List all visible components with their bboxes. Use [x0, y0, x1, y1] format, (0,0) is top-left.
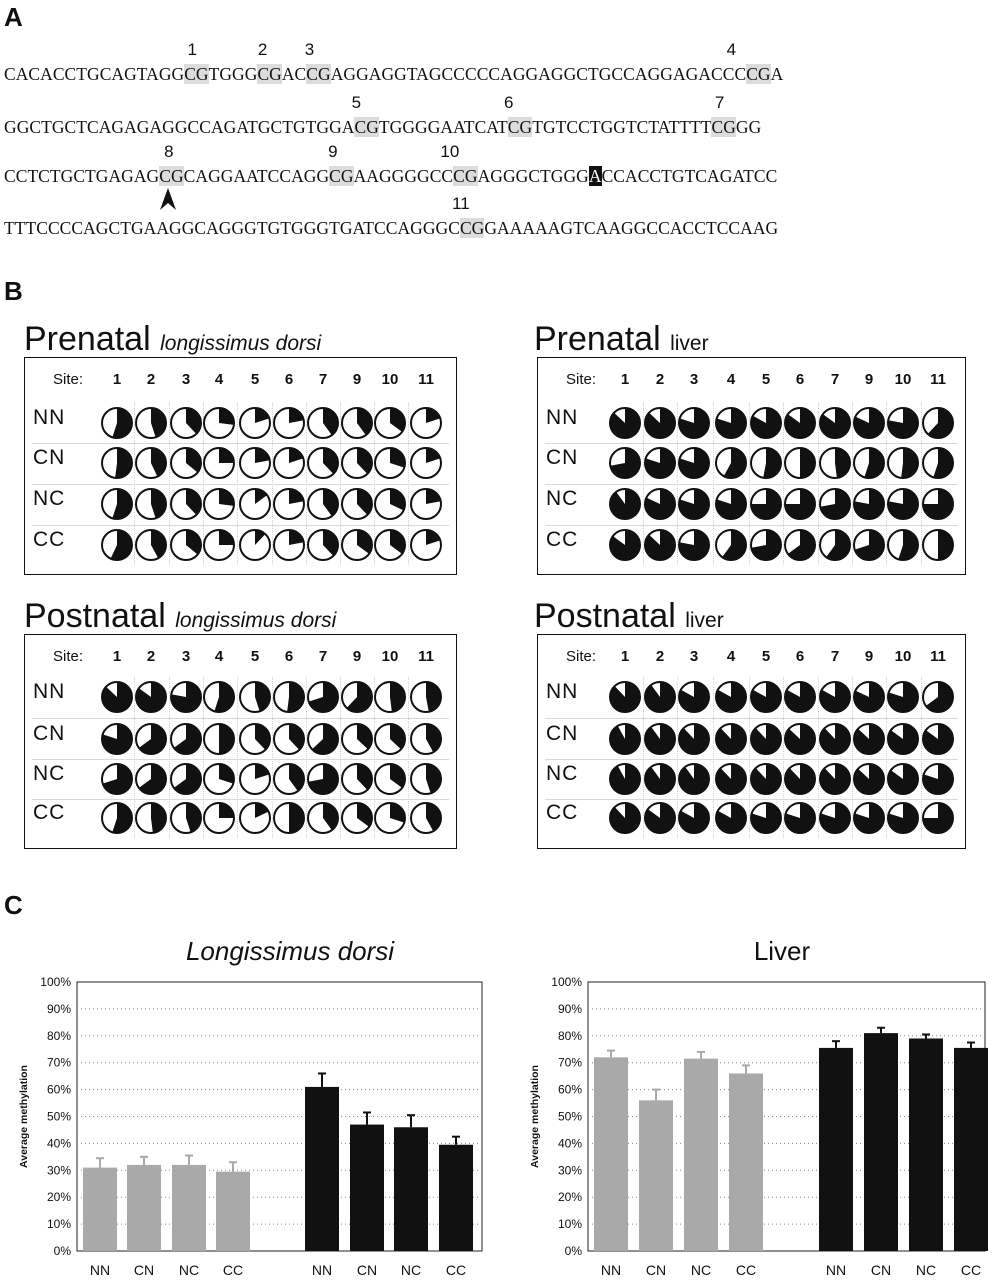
sequence-text: GGCTGCTCAGAGAGGCCAGATGCTGTGGA: [4, 117, 355, 137]
genotype-row-label: CN: [33, 446, 66, 469]
site-column-header: 5: [761, 371, 771, 388]
methylation-pie: [751, 724, 781, 754]
cpg-site-number: 10: [440, 142, 460, 161]
methylation-pie: [716, 764, 746, 794]
sequence-text: CACACCTGCAGTAGG: [4, 64, 185, 84]
y-tick-label: 20%: [46, 1190, 71, 1205]
methylation-pie: [854, 764, 884, 794]
grid-title-main: Postnatal: [534, 597, 686, 635]
y-tick-label: 80%: [557, 1028, 582, 1043]
sequence-text: CAGGAATCCAGG: [183, 166, 330, 186]
site-column-header: 11: [930, 371, 946, 388]
methylation-pie: [923, 803, 953, 833]
methylation-pie: [645, 803, 675, 833]
y-tick-label: 40%: [46, 1136, 71, 1151]
site-column-header: 4: [726, 371, 736, 388]
methylation-pie: [716, 803, 746, 833]
cpg-site: CG: [257, 64, 282, 84]
y-tick-label: 60%: [46, 1082, 71, 1097]
site-column-header: 6: [284, 648, 294, 665]
site-column-header: 1: [620, 371, 630, 388]
site-column-header: 4: [214, 371, 224, 388]
genotype-row-label: CN: [546, 446, 579, 469]
methylation-pie: [923, 724, 953, 754]
bar: [954, 1048, 988, 1251]
genotype-row-label: NN: [546, 680, 579, 703]
sequence-text: GAAAAAGTCAAGGCCACCTCCAAG: [484, 218, 779, 238]
cpg-site: CG: [306, 64, 331, 84]
x-category-label: CN: [133, 1262, 155, 1278]
grid-title-main: Prenatal: [24, 320, 161, 358]
cpg-site-number: 8: [164, 142, 174, 161]
genotype-row-label: NC: [546, 762, 579, 785]
sequence-text: TTTCCCCAGCTGAAGGCAGGGTGTGGGTGATCCAGGGC: [4, 218, 460, 238]
methylation-pie: [751, 803, 781, 833]
site-column-header: 6: [795, 371, 805, 388]
cpg-site: CG: [329, 166, 354, 186]
bar: [350, 1125, 384, 1251]
site-column-header: 10: [894, 648, 912, 665]
y-tick-label: 100%: [551, 975, 582, 989]
methylation-pie: [888, 682, 918, 712]
bar: [909, 1038, 943, 1251]
snp-base: A: [588, 166, 602, 186]
genotype-row-label: NC: [546, 487, 579, 510]
panel-b-label: B: [4, 276, 23, 306]
site-column-header: 9: [352, 648, 362, 665]
grid-title-tissue: liver: [670, 332, 709, 355]
methylation-pie: [679, 803, 709, 833]
genotype-row-label: NC: [33, 762, 66, 785]
panel-a-label: A: [4, 2, 23, 32]
sequence-text: AC: [281, 64, 307, 84]
site-column-header: 7: [318, 648, 328, 665]
grid-title-tissue: longissimus dorsi: [160, 332, 322, 355]
site-column-header: 2: [146, 371, 156, 388]
methylation-bar-charts: [0, 940, 993, 1280]
methylation-pie: [888, 803, 918, 833]
sequence-text: AAGGGGCC: [353, 166, 454, 186]
sequence-text: CCTCTGCTGAGAG: [4, 166, 160, 186]
methylation-pie: [645, 764, 675, 794]
methylation-pie: [888, 724, 918, 754]
cpg-site: CG: [159, 166, 184, 186]
y-tick-label: 10%: [46, 1217, 71, 1232]
x-category-label: CC: [445, 1262, 467, 1278]
methylation-pie: [854, 682, 884, 712]
x-category-label: NN: [311, 1262, 333, 1278]
bar: [439, 1145, 473, 1251]
site-column-header: 7: [830, 648, 840, 665]
methylation-pie: [785, 803, 815, 833]
site-column-header: 9: [864, 371, 874, 388]
methylation-pie: [820, 724, 850, 754]
y-tick-label: 80%: [46, 1028, 71, 1043]
y-tick-label: 90%: [557, 1001, 582, 1016]
chart-title-liver: Liver: [753, 936, 811, 966]
x-category-label: NN: [825, 1262, 847, 1278]
site-column-header: 9: [352, 371, 362, 388]
sequence-text: AGGAGGTAGCCCCCAGGAGGCTGCCAGGAGACCC: [330, 64, 747, 84]
site-column-header: 2: [146, 648, 156, 665]
bar: [819, 1048, 853, 1251]
genotype-row-label: NN: [33, 406, 66, 429]
bar: [83, 1168, 117, 1251]
methylation-pie: [679, 682, 709, 712]
methylation-pie: [820, 682, 850, 712]
methylation-pie: [923, 764, 953, 794]
site-column-header: 5: [761, 648, 771, 665]
methylation-pie: [645, 682, 675, 712]
cpg-site-number: 7: [714, 93, 725, 112]
y-tick-label: 100%: [40, 975, 71, 989]
methylation-pie: [645, 724, 675, 754]
site-column-header: 7: [830, 371, 840, 388]
sequence-text: AGGGCTGGG: [477, 166, 589, 186]
cpg-site: CG: [507, 117, 533, 137]
y-tick-label: 70%: [557, 1055, 582, 1070]
sequence-text: GG: [735, 117, 762, 137]
bar: [305, 1087, 339, 1251]
site-column-header: 6: [284, 371, 294, 388]
y-tick-label: 70%: [46, 1055, 71, 1070]
x-category-label: NN: [89, 1262, 111, 1278]
site-column-header: 2: [655, 371, 665, 388]
x-category-label: NN: [600, 1262, 622, 1278]
x-category-label: NC: [400, 1262, 422, 1278]
y-tick-label: 0%: [53, 1244, 71, 1258]
methylation-pie: [854, 803, 884, 833]
bar: [216, 1172, 250, 1251]
site-column-header: 7: [318, 371, 328, 388]
y-tick-label: 30%: [557, 1163, 582, 1178]
bar: [594, 1057, 628, 1251]
genotype-row-label: CC: [546, 528, 579, 551]
methylation-pie: [610, 803, 640, 833]
genotype-row-label: NN: [546, 406, 579, 429]
site-column-header: 11: [930, 648, 946, 665]
genotype-row-label: NC: [33, 487, 66, 510]
site-column-header: 3: [689, 371, 699, 388]
site-column-header: 11: [418, 648, 434, 665]
methylation-pie: [785, 682, 815, 712]
cpg-site-number: 6: [503, 93, 514, 112]
y-tick-label: 90%: [46, 1001, 71, 1016]
y-tick-label: 0%: [564, 1244, 582, 1258]
y-tick-label: 50%: [46, 1109, 71, 1124]
x-category-label: NC: [915, 1262, 937, 1278]
site-column-header: 1: [112, 371, 122, 388]
cpg-site: CG: [711, 117, 736, 137]
methylation-pie: [854, 724, 884, 754]
site-header-label: Site:: [53, 371, 84, 388]
site-column-header: 3: [181, 371, 191, 388]
x-category-label: NC: [178, 1262, 200, 1278]
cpg-site-number: 5: [351, 93, 362, 112]
bar: [729, 1073, 763, 1251]
genotype-row-label: CC: [546, 801, 579, 824]
site-column-header: 6: [795, 648, 805, 665]
sequence-text: TGTCCTGGTCTATTTT: [532, 117, 712, 137]
y-tick-label: 10%: [557, 1217, 582, 1232]
bar: [172, 1165, 206, 1251]
site-header-label: Site:: [53, 648, 84, 665]
site-column-header: 4: [726, 648, 736, 665]
site-column-header: 11: [418, 371, 434, 388]
site-header-label: Site:: [566, 648, 597, 665]
site-column-header: 5: [250, 648, 260, 665]
x-category-label: CC: [960, 1262, 982, 1278]
methylation-pie: [785, 764, 815, 794]
x-category-label: CN: [645, 1262, 667, 1278]
bar: [684, 1059, 718, 1251]
sequence-text: CCACCTGTCAGATCC: [601, 166, 778, 186]
y-tick-label: 30%: [46, 1163, 71, 1178]
x-category-label: CC: [222, 1262, 244, 1278]
y-tick-label: 40%: [557, 1136, 582, 1151]
site-column-header: 4: [214, 648, 224, 665]
grid-title-tissue: liver: [685, 609, 724, 632]
cpg-site-number: 1: [187, 40, 197, 59]
methylation-pie: [716, 724, 746, 754]
methylation-pie: [923, 682, 953, 712]
genotype-row-label: CC: [33, 528, 66, 551]
genotype-row-label: CN: [546, 722, 579, 745]
site-column-header: 1: [620, 648, 630, 665]
x-category-label: CN: [870, 1262, 892, 1278]
x-category-label: CC: [735, 1262, 757, 1278]
methylation-pie: [679, 764, 709, 794]
grid-title-main: Prenatal: [534, 320, 671, 358]
cpg-site-number: 2: [257, 40, 268, 59]
cpg-site: CG: [453, 166, 478, 186]
methylation-pie: [679, 724, 709, 754]
genotype-row-label: CN: [33, 722, 66, 745]
cpg-site: CG: [459, 218, 485, 238]
methylation-pie: [820, 803, 850, 833]
y-tick-label: 20%: [557, 1190, 582, 1205]
site-header-label: Site:: [566, 371, 597, 388]
cpg-site-number: 11: [452, 194, 470, 213]
site-column-header: 10: [381, 648, 399, 665]
chart-title-longissimus: Longissimus dorsi: [185, 936, 395, 966]
grid-title-tissue: longissimus dorsi: [175, 609, 337, 632]
methylation-pie: [610, 764, 640, 794]
site-column-header: 2: [655, 648, 665, 665]
site-column-header: 3: [689, 648, 699, 665]
x-category-label: NC: [690, 1262, 712, 1278]
methylation-pie: [610, 682, 640, 712]
y-axis-label: Average methylation: [18, 1065, 30, 1168]
site-column-header: 10: [894, 371, 912, 388]
bar: [394, 1127, 428, 1251]
bar: [127, 1165, 161, 1251]
panel-c-label: C: [4, 890, 23, 920]
bar: [864, 1033, 898, 1251]
cpg-site: CG: [746, 64, 771, 84]
site-column-header: 10: [381, 371, 399, 388]
y-tick-label: 60%: [557, 1082, 582, 1097]
methylation-pie: [751, 682, 781, 712]
site-column-header: 5: [250, 371, 260, 388]
cpg-site: CG: [354, 117, 379, 137]
site-column-header: 1: [112, 648, 122, 665]
genotype-row-label: NN: [33, 680, 66, 703]
methylation-pie: [820, 764, 850, 794]
cpg-site-number: 9: [328, 142, 338, 161]
methylation-pie: [785, 724, 815, 754]
methylation-pie: [716, 682, 746, 712]
y-axis-label: Average methylation: [529, 1065, 541, 1168]
methylation-pie: [888, 764, 918, 794]
grid-title-main: Postnatal: [24, 597, 176, 635]
x-category-label: CN: [356, 1262, 378, 1278]
site-column-header: 9: [864, 648, 874, 665]
bar: [639, 1100, 673, 1251]
sequence-text: TGGGGAATCAT: [378, 117, 508, 137]
methylation-pie: [610, 724, 640, 754]
y-tick-label: 50%: [557, 1109, 582, 1124]
sequence-text: TGGG: [208, 64, 258, 84]
genotype-row-label: CC: [33, 801, 66, 824]
cpg-site-number: 3: [304, 40, 315, 59]
cpg-site: CG: [184, 64, 209, 84]
site-column-header: 3: [181, 648, 191, 665]
methylation-pie: [751, 764, 781, 794]
cpg-site-number: 4: [726, 40, 737, 59]
sequence-text: A: [770, 64, 784, 84]
